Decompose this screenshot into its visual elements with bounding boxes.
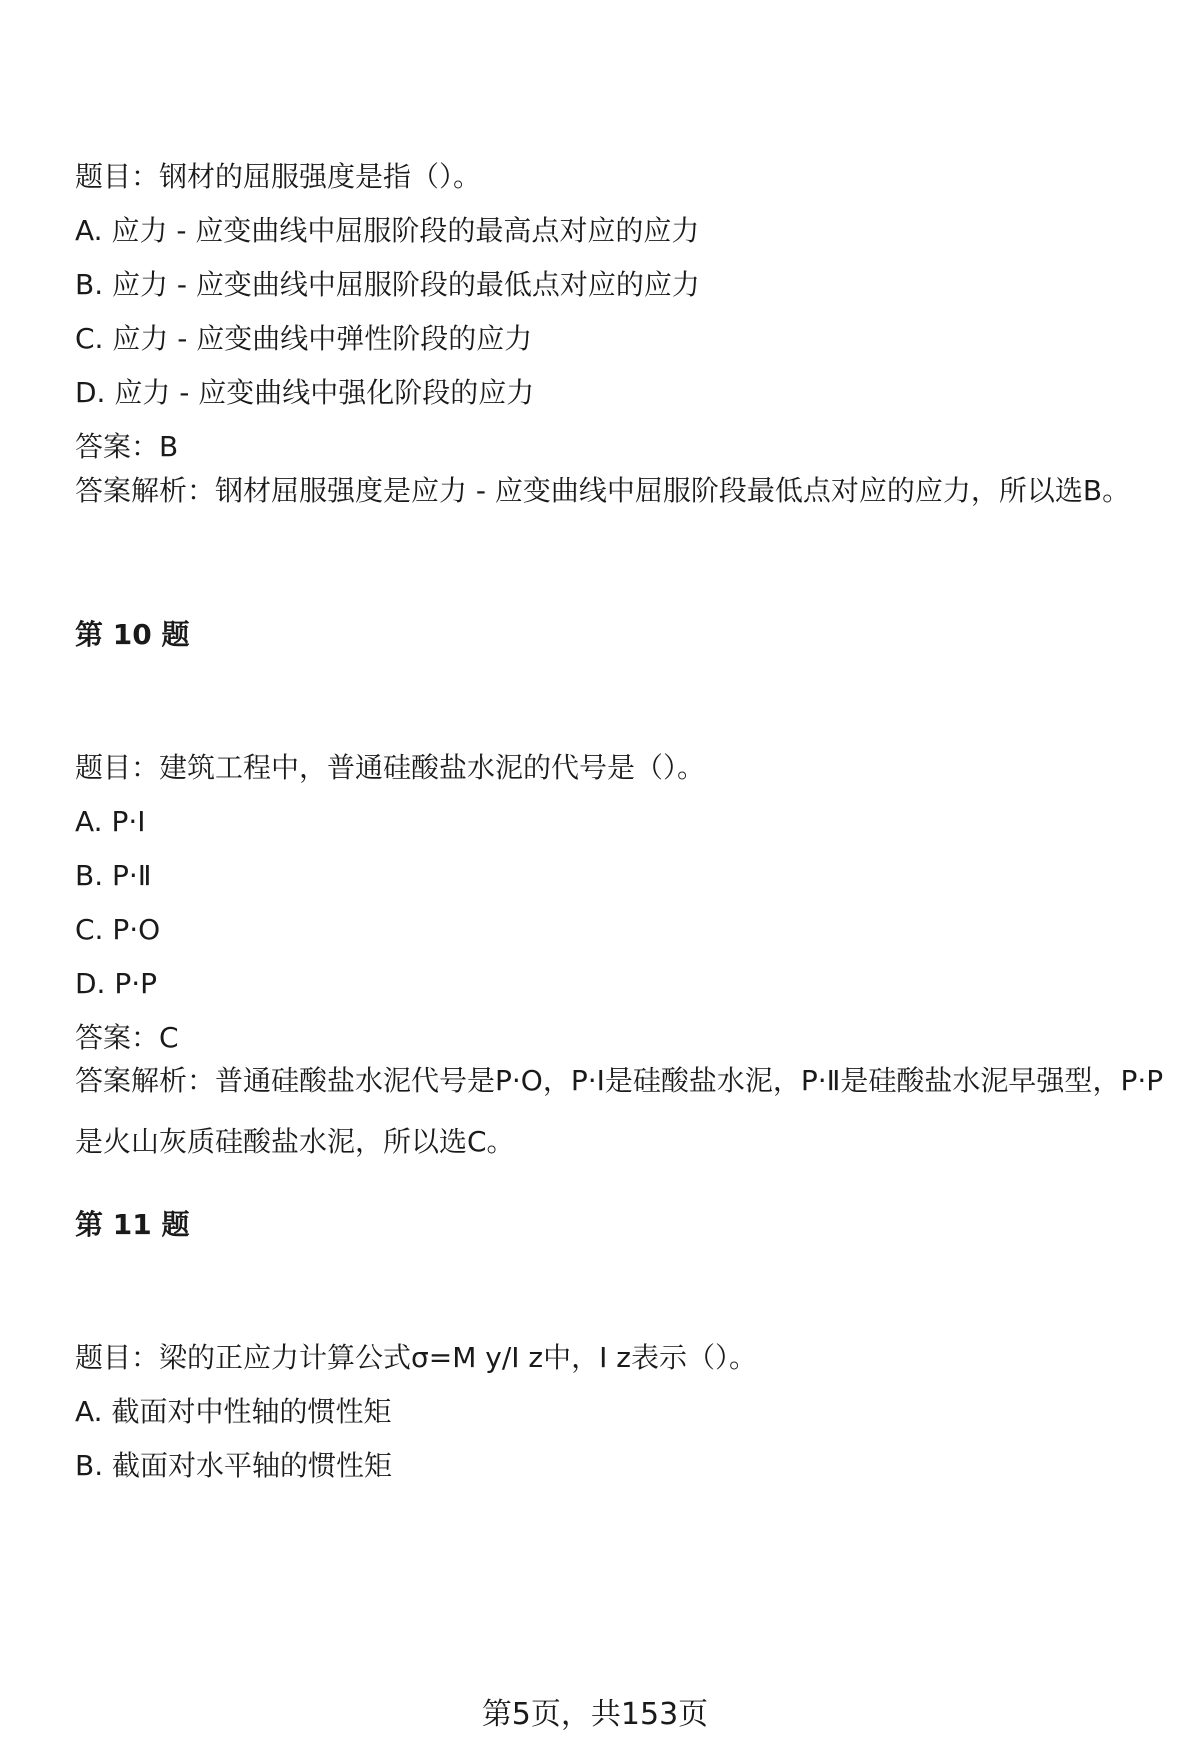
option-b: B. 应力 - 应变曲线中屈服阶段的最低点对应的应力: [75, 268, 700, 301]
answer-explanation: 答案解析：钢材屈服强度是应力 - 应变曲线中屈服阶段最低点对应的应力，所以选B。: [75, 474, 1131, 507]
question-text: 题目：建筑工程中，普通硅酸盐水泥的代号是（）。: [75, 751, 706, 784]
question-heading: 第 11 题: [75, 1208, 190, 1241]
option-d: D. 应力 - 应变曲线中强化阶段的应力: [75, 376, 535, 409]
question-text: 题目：钢材的屈服强度是指（）。: [75, 160, 482, 193]
answer: 答案：C: [75, 1021, 179, 1054]
option-c: C. P·O: [75, 913, 161, 946]
option-a: A. 应力 - 应变曲线中屈服阶段的最高点对应的应力: [75, 214, 700, 247]
option-d: D. P·P: [75, 967, 158, 1000]
option-a: A. 截面对中性轴的惯性矩: [75, 1395, 392, 1428]
answer-explanation: 答案解析：普通硅酸盐水泥代号是P·O，P·I是硅酸盐水泥，P·Ⅱ是硅酸盐水泥早强型，P·P是火山灰质硅酸盐水泥，所以选C。: [75, 1064, 1164, 1158]
option-b: B. 截面对水平轴的惯性矩: [75, 1449, 393, 1482]
question-heading: 第 10 题: [75, 618, 190, 651]
option-b: B. P·Ⅱ: [75, 859, 152, 892]
question-text: 题目：梁的正应力计算公式σ=M y/I z中，I z表示（）。: [75, 1341, 757, 1374]
option-c: C. 应力 - 应变曲线中弹性阶段的应力: [75, 322, 533, 355]
page-number: 第5页，共153页: [481, 1697, 709, 1732]
option-a: A. P·I: [75, 805, 146, 838]
answer: 答案：B: [75, 430, 179, 463]
